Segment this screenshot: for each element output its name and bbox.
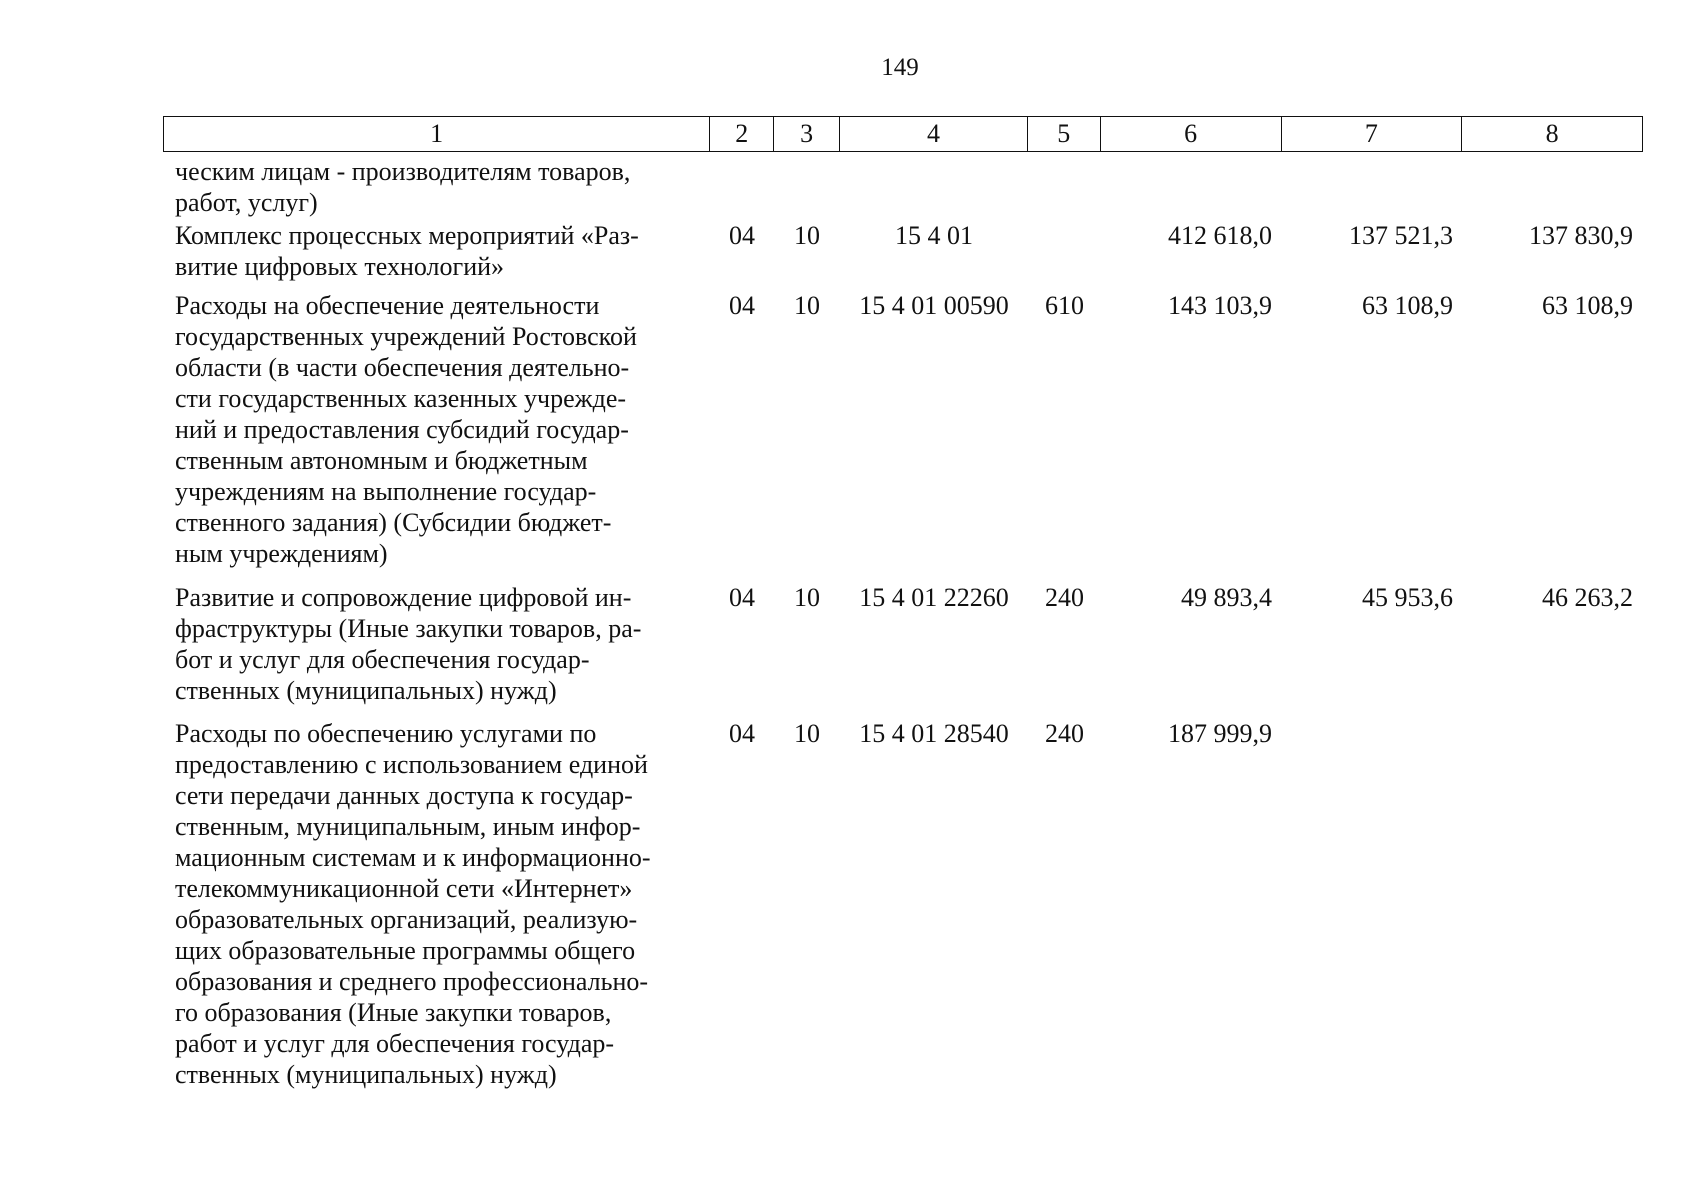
header-col-2: 2 xyxy=(710,117,774,151)
cell-amount-year-1: 143 103,9 xyxy=(1168,291,1272,320)
header-col-7: 7 xyxy=(1282,117,1463,151)
cell-subsection: 10 xyxy=(794,221,820,250)
cell-target-code: 15 4 01 00590 xyxy=(859,291,1009,320)
row-description: ческим лицам - производителям товаров, работ, услуг) xyxy=(175,157,631,217)
cell-subsection: 10 xyxy=(794,291,820,320)
cell-section: 04 xyxy=(729,291,755,320)
cell-target-code: 15 4 01 28540 xyxy=(859,719,1009,748)
cell-amount-year-3: 63 108,9 xyxy=(1542,291,1633,320)
row-description: Развитие и сопровождение цифровой ин- фраструктуры (Иные закупки товаров, ра- бот и услуг для обеспечения государ- ственных (муниципальных) нужд) xyxy=(175,583,642,705)
header-col-6: 6 xyxy=(1101,117,1282,151)
header-col-5: 5 xyxy=(1028,117,1101,151)
row-description: Комплекс процессных мероприятий «Раз- витие цифровых технологий» xyxy=(175,221,639,281)
cell-amount-year-1: 49 893,4 xyxy=(1181,583,1272,612)
cell-amount-year-2: 45 953,6 xyxy=(1362,583,1453,612)
cell-amount-year-2: 137 521,3 xyxy=(1349,221,1453,250)
cell-subsection: 10 xyxy=(794,583,820,612)
row-description: Расходы на обеспечение деятельности государственных учреждений Ростовской области (в части обеспечения деятельно- сти государственных казенных учрежде- ний и предоставления субсидий государ- ственным автономным и бюджетным учреждениям на выполнение государ- ственного задания) (Субсидии бюджет- ным учреждениям) xyxy=(175,291,637,568)
cell-amount-year-2: 63 108,9 xyxy=(1362,291,1453,320)
cell-expense-type: 610 xyxy=(1045,291,1084,320)
header-col-3: 3 xyxy=(774,117,840,151)
cell-section: 04 xyxy=(729,719,755,748)
cell-section: 04 xyxy=(729,583,755,612)
cell-target-code: 15 4 01 22260 xyxy=(859,583,1009,612)
cell-subsection: 10 xyxy=(794,719,820,748)
cell-amount-year-1: 412 618,0 xyxy=(1168,221,1272,250)
cell-amount-year-3: 46 263,2 xyxy=(1542,583,1633,612)
header-col-1: 1 xyxy=(164,117,710,151)
cell-target-code: 15 4 01 xyxy=(895,221,973,250)
cell-section: 04 xyxy=(729,221,755,250)
row-description: Расходы по обеспечению услугами по предоставлению с использованием единой сети передачи данных доступа к государ- ственным, муниципальным, иным инфор- мационным системам и к информационно- телекоммуникационной сети «Интернет» образовательных организаций, реализую- щих образовательные программы общего образования и среднего профессионально- го образования (Иные закупки товаров, работ и услуг для обеспечения государ- ственных (муниципальных) нужд) xyxy=(175,719,651,1089)
header-col-4: 4 xyxy=(840,117,1028,151)
table-header xyxy=(163,116,1643,152)
cell-amount-year-1: 187 999,9 xyxy=(1168,719,1272,748)
cell-expense-type: 240 xyxy=(1045,719,1084,748)
cell-expense-type: 240 xyxy=(1045,583,1084,612)
page-number: 149 xyxy=(881,54,919,81)
cell-amount-year-3: 137 830,9 xyxy=(1529,221,1633,250)
header-col-8: 8 xyxy=(1545,119,1559,148)
